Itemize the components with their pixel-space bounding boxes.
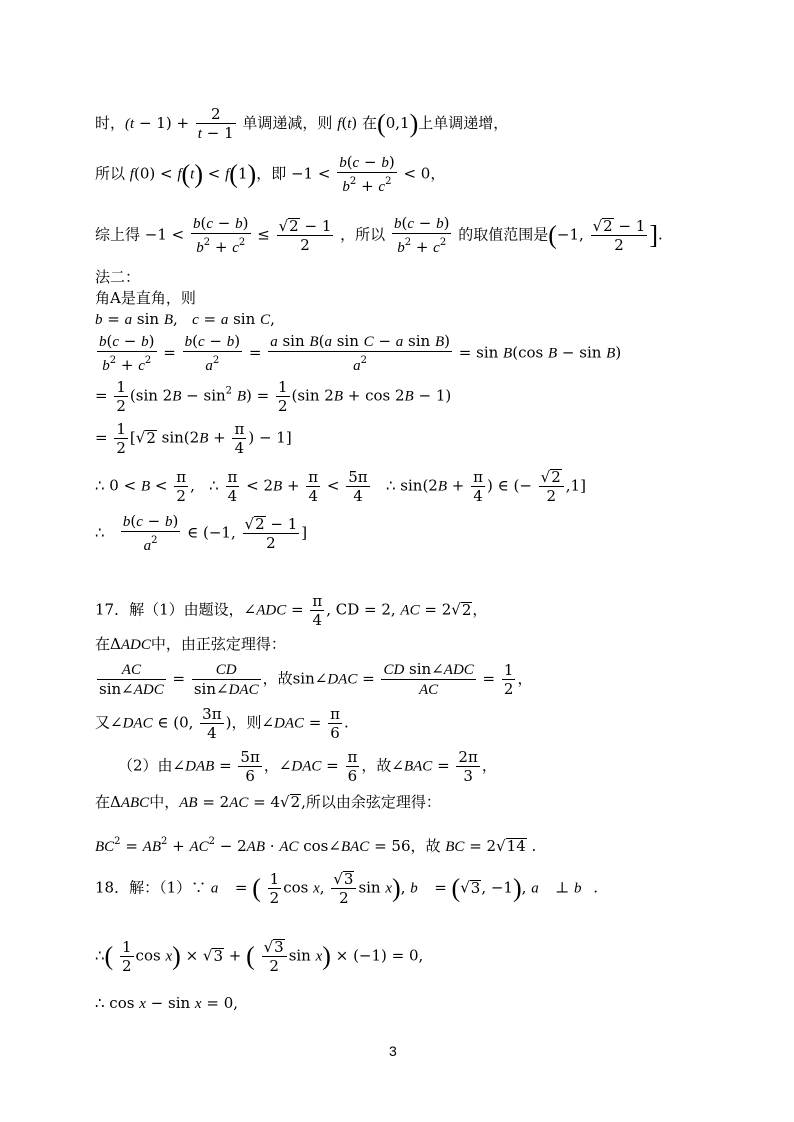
q17-line-7: $BC^2 = AB^2 + AC^2 - 2AB$ · AC cos∠BAC = 56，故 BC = 2√14 . <box>95 836 537 855</box>
line-1: 时，(t − 1) + $\frac{2}{t - 1}$ 单调递减，则 f(t) 在(0,1)上单调递增， <box>95 105 509 142</box>
fraction: $\frac{√3}{2}$ <box>331 870 356 907</box>
line-m6: = $\frac{1}{2}$ (sin $2B - \sin^2 B$) = $\frac{1}{2}$ (sin 2B + cos 2B − 1) <box>95 378 452 415</box>
fraction: $\frac{\pi}{4}$ <box>473 468 483 505</box>
q18-line-2: ∴( $\frac{1}{2}$ cos x) × √3 + ( $\frac{√3}{2}$ sin x) × (−1) = 0, <box>95 938 424 975</box>
line-m9: ∴ $\frac{b(c - b)}{a^2}$ ∈ (−1, $\frac{√2 - 1}{2}$ ] <box>95 512 308 554</box>
line-m7: = $\frac{1}{2}$ [√2 sin(2B + $\frac{\pi}{4}$ ) − 1] <box>95 420 292 457</box>
fraction: $\frac{\pi}{6}$ <box>330 705 340 742</box>
method-two-heading: 法二： <box>95 268 141 286</box>
fraction: $\frac{b(c - b)}{b^2 + c^2}$ <box>339 153 395 195</box>
q17-line-2: 在ΔADC中，由正弦定理得： <box>95 635 286 653</box>
fraction: $\frac{b(c - b)}{b^2 + c^2}$ <box>393 214 450 256</box>
fraction: $\frac{√2 - 1}{2}$ <box>244 515 298 552</box>
fraction: $\frac{b(c - b)}{a^2}$ <box>122 512 179 554</box>
q18-line-1: 18．解：（1）∵ a⃗ = ( $\frac{1}{2}$ cos x, $\frac{√3}{2}$ sin x), b⃗ = (√3, −1), a⃗ ⊥ b⃗. <box>95 870 598 907</box>
fraction: $\frac{2}{t - 1}$ <box>197 105 234 142</box>
line-2: 所以 f(0) < f(t) < f(1)，即 −1 < $\frac{b(c - b)}{b^2 + c^2}$ < 0， <box>95 153 446 195</box>
fraction: CD sin∠ADC AC <box>383 660 474 698</box>
q17-line-1: 17．解（1）由题设，∠ADC = $\frac{\pi}{4}$ , CD = 2, AC = 2√2， <box>95 592 488 629</box>
fraction: $\frac{1}{2}$ <box>503 661 514 698</box>
fraction: $\frac{\pi}{2}$ <box>176 468 187 505</box>
line-m5: $\frac{b(c - b)}{b^2 + c^2}$ = $\frac{b(c - b)}{a^2}$ = $\frac{\text{a sin B(a sin C − a sin B)}}{a^2}$ = sin B(cos B − sin B) <box>99 332 622 374</box>
fraction: $\frac{1}{2}$ <box>116 420 126 457</box>
q17-line-6: 在ΔABC中，AB = 2AC = 4√2,所以由余弦定理得： <box>95 793 441 811</box>
fraction: $\frac{√3}{2}$ <box>262 938 287 975</box>
fraction: $\frac{1}{2}$ <box>116 378 126 415</box>
fraction: $\frac{\text{a sin B(a sin C − a sin B)}}{a^2}$ <box>270 332 451 374</box>
fraction: $\frac{√2 - 1}{2}$ <box>592 217 646 254</box>
fraction: $\frac{b(c - b)}{a^2}$ <box>184 332 241 374</box>
page-number: 3 <box>389 1043 397 1059</box>
fraction: $\frac{\pi}{4}$ <box>312 592 323 629</box>
fraction: CD sin∠DAC <box>193 662 259 698</box>
fraction: $\frac{\pi}{4}$ <box>227 468 238 505</box>
fraction: $\frac{√2 - 1}{2}$ <box>278 217 332 254</box>
fraction: $\frac{1}{2}$ <box>269 870 280 907</box>
fraction: $\frac{2\pi}{3}$ <box>458 748 478 785</box>
fraction: $\frac{\pi}{6}$ <box>347 748 358 785</box>
q17-line-5: （2）由∠DAB = $\frac{5\pi}{6}$ ，∠DAC = $\frac{\pi}{6}$ ，故∠BAC = $\frac{2\pi}{3}$ ， <box>118 748 497 785</box>
fraction: $\frac{1}{2}$ <box>122 938 132 975</box>
fraction: $\frac{b(c - b)}{b^2 + c^2}$ <box>99 332 155 374</box>
fraction: AC sin∠ADC <box>99 662 164 698</box>
line-m4: b = a sin B, c = a sin C, <box>95 310 275 328</box>
line-3: 综上得 −1 < $\frac{b(c - b)}{b^2 + c^2}$ ≤ $\frac{√2 - 1}{2}$ ，所以 $\frac{b(c - b)}{b^2 + c^2}$ 的取值范围是(−1, $\frac{√2 - 1}{2}$ ]. <box>95 214 663 256</box>
fraction: $\frac{b(c - b)}{b^2 + c^2}$ <box>193 214 249 256</box>
fraction: $\frac{5\pi}{4}$ <box>348 468 368 505</box>
line-m3: 角A是直角，则 <box>95 289 196 307</box>
q18-line-3: ∴ cos x − sin x = 0, <box>95 994 239 1012</box>
fraction: $\frac{1}{2}$ <box>277 378 288 415</box>
fraction: $\frac{3\pi}{4}$ <box>202 705 222 742</box>
line-m8: ∴ 0 < B < $\frac{\pi}{2}$ , ∴ $\frac{\pi}{4}$ < 2B + $\frac{\pi}{4}$ < $\frac{5\pi}{4}$ ∴ sin(2B + $\frac{\pi}{4}$ ) ∈ (− $\frac{√2}{2}$ ,1] <box>95 468 586 505</box>
fraction: $\frac{\pi}{4}$ <box>308 468 319 505</box>
fraction: $\frac{√2}{2}$ <box>539 468 564 505</box>
fraction: $\frac{\pi}{4}$ <box>234 420 245 457</box>
q17-line-4: 又∠DAC ∈ (0, $\frac{3\pi}{4}$ )，则∠DAC = $\frac{\pi}{6}$ . <box>95 705 349 742</box>
fraction: $\frac{5\pi}{6}$ <box>240 748 260 785</box>
q17-line-3: AC sin∠ADC = CD sin∠DAC ，故sin∠DAC = CD sin∠ADC AC = $\frac{1}{2}$ ， <box>99 660 533 698</box>
